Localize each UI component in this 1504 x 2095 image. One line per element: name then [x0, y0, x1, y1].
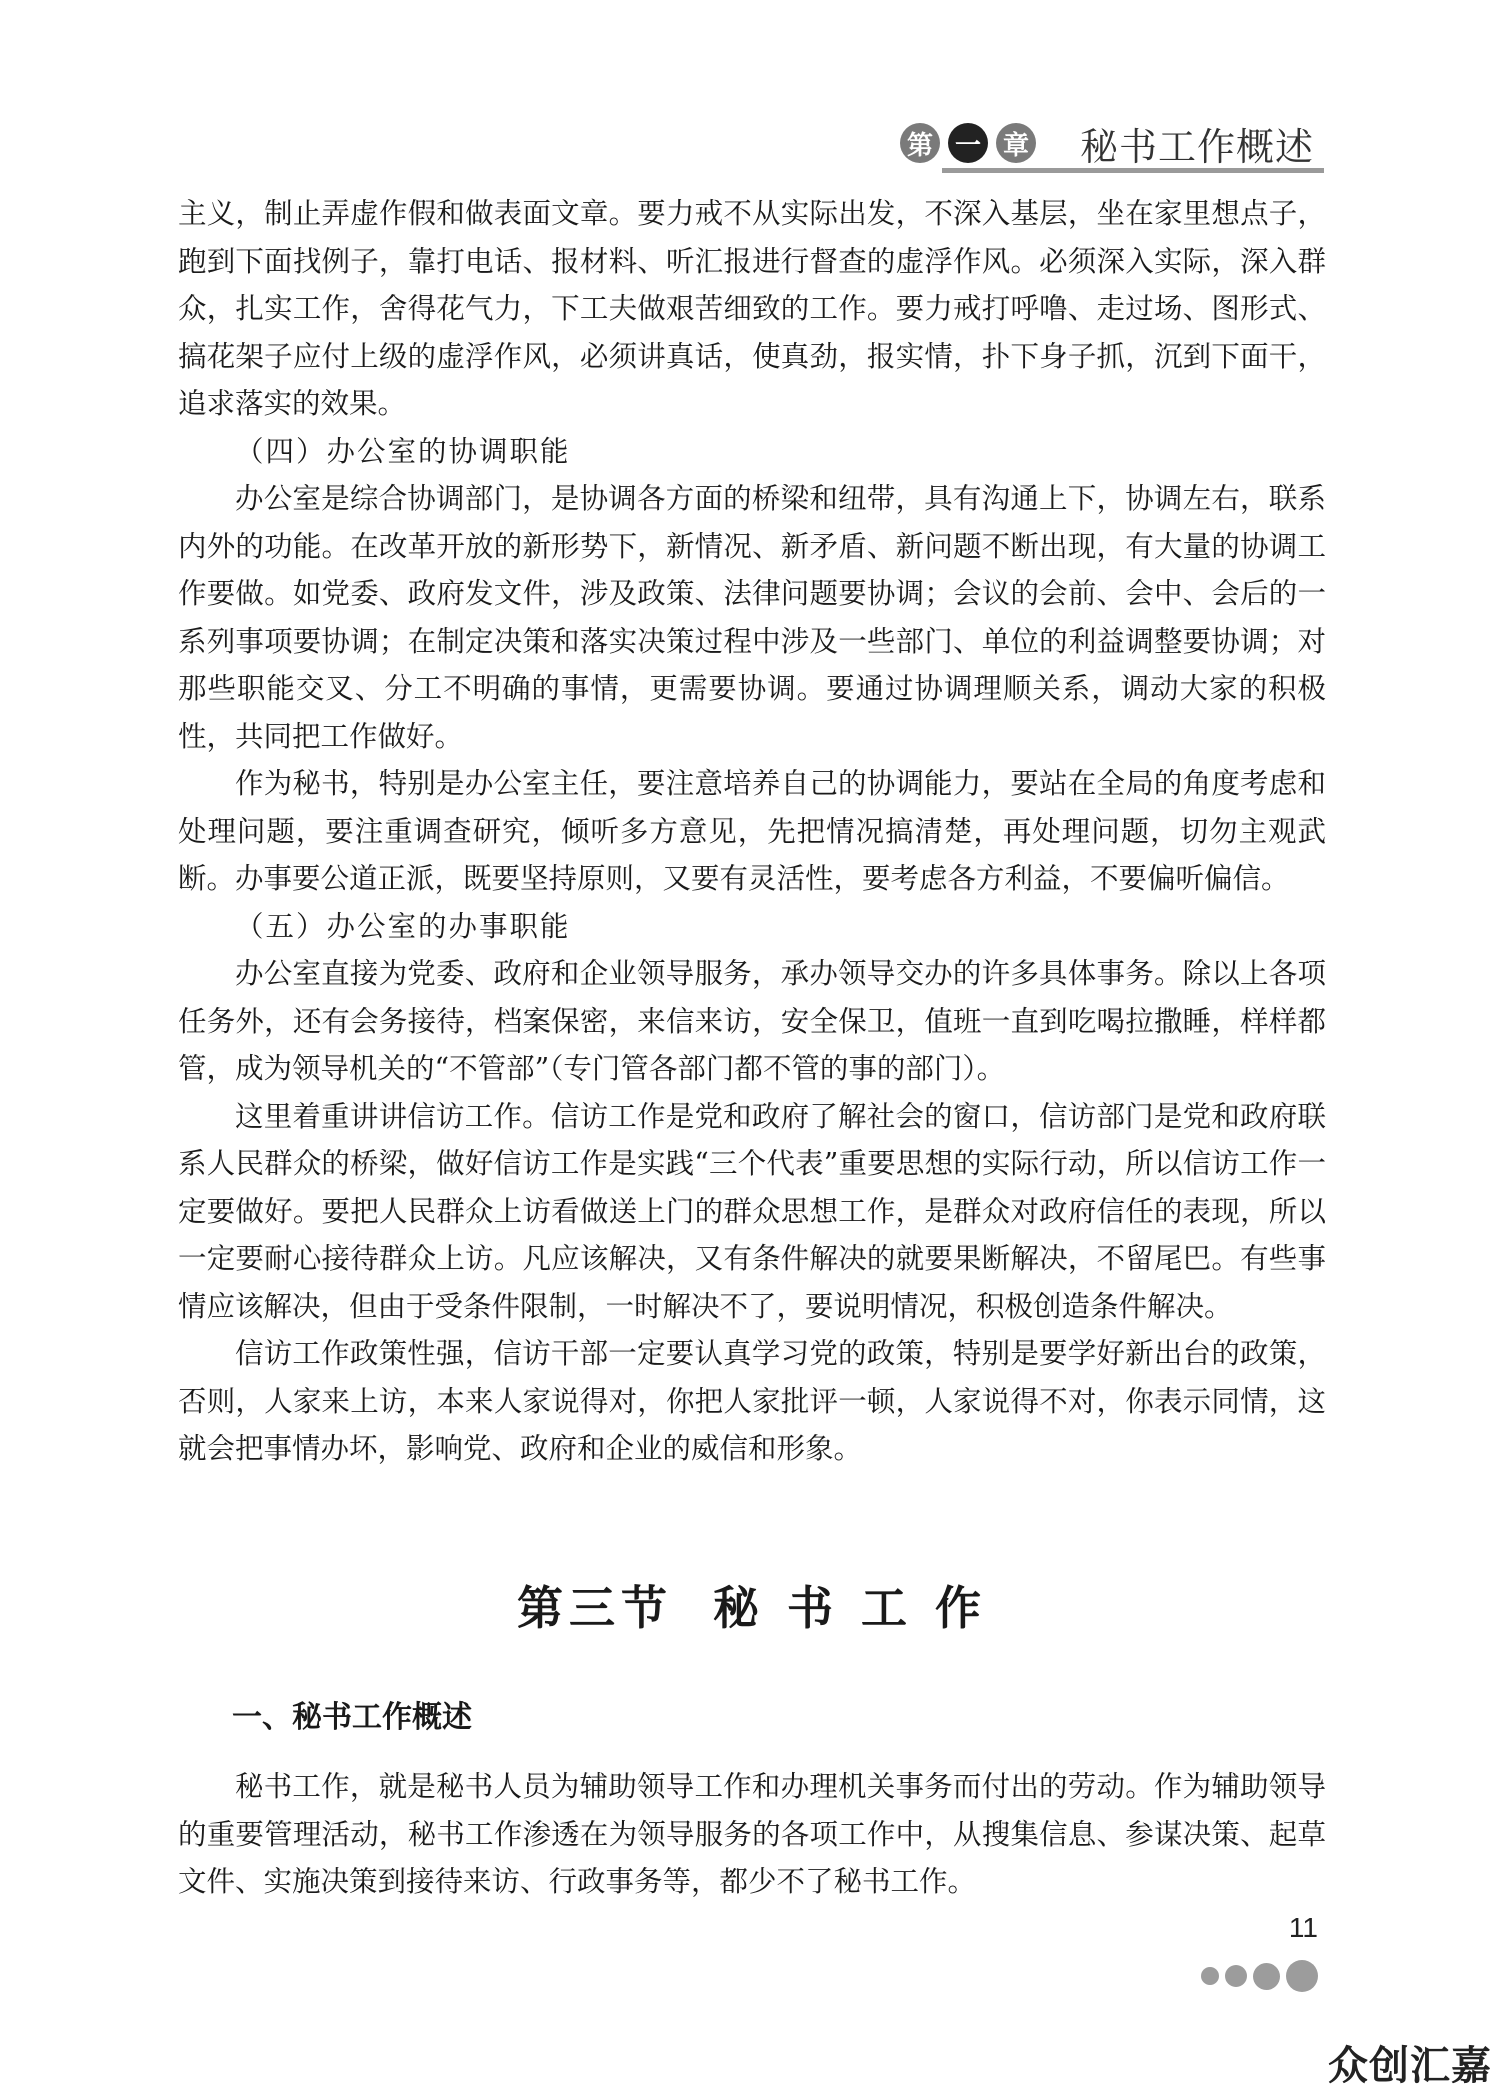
paragraph-secretary-coordination: 作为秘书，特别是办公室主任，要注意培养自己的协调能力，要站在全局的角度考虑和处理问题，要注重调查研究，倾听多方意见，先把情况搞清楚，再处理问题，切勿主观武断。办事要公道正派，既要坚持原则，又要有灵活性，要考虑各方利益，不要偏听偏信。 [178, 767, 1326, 895]
paragraph-coordination: 办公室是综合协调部门，是协调各方面的桥梁和纽带，具有沟通上下，协调左右，联系内外的功能。在改革开放的新形势下，新情况、新矛盾、新问题不断出现，有大量的协调工作要做。如党委、政府发文件，涉及政策、法律问题要协调；会议的会前、会中、会后的一系列事项要协调；在制定决策和落实决策过程中涉及一些部门、单位的利益调整要协调；对那些职能交叉、分工不明确的事情，更需要协调。要通过协调理顺关系，调动大家的积极性，共同把工作做好。 [178, 482, 1326, 753]
header-rule [942, 168, 1324, 173]
dot-icon [1286, 1960, 1318, 1992]
chapter-suffix-badge: 章 [996, 123, 1036, 163]
dot-icon [1253, 1963, 1280, 1990]
chapter-prefix-badge: 第 [900, 123, 940, 163]
chapter-header [900, 118, 1314, 168]
dot-icon [1225, 1965, 1247, 1987]
subheading-affairs: （五）办公室的办事职能 [235, 909, 571, 943]
decorative-dots [1201, 1960, 1318, 1992]
paragraph-continued: 主义，制止弄虚作假和做表面文章。要力戒不从实际出发，不深入基层，坐在家里想点子，跑到下面找例子，靠打电话、报材料、听汇报进行督查的虚浮作风。必须深入实际，深入群众，扎实工作，舍得花气力，下工夫做艰苦细致的工作。要力戒打呼噜、走过场、图形式、搞花架子应付上级的虚浮作风，必须讲真话，使真劲，报实情，扑下身子抓，沉到下面干，追求落实的效果。 [178, 197, 1326, 420]
paragraph-petition-policy: 信访工作政策性强，信访干部一定要认真学习党的政策，特别是要学好新出台的政策，否则，人家来上访，本来人家说得对，你把人家批评一顿，人家说得不对，你表示同情，这就会把事情办坏，影响党、政府和企业的威信和形象。 [178, 1337, 1326, 1465]
page-number: 11 [1288, 1912, 1318, 1943]
paragraph-affairs: 办公室直接为党委、政府和企业领导服务，承办领导交办的许多具体事务。除以上各项任务外，还有会务接待，档案保密，来信来访，安全保卫，值班一直到吃喝拉撒睡，样样都管，成为领导机关的“不管部”（专门管各部门都不管的事的部门）。 [178, 957, 1326, 1085]
section-title [0, 1572, 1504, 1638]
dot-icon [1201, 1967, 1219, 1985]
section-name: 秘 书 工 作 [712, 1581, 988, 1635]
section-number: 第三节 [516, 1581, 673, 1635]
subsection-title: 一、秘书工作概述 [232, 1700, 472, 1735]
main-text [178, 190, 1326, 1473]
chapter-title: 秘书工作概述 [1079, 124, 1314, 169]
watermark-logo: 众创汇嘉 [1328, 2043, 1492, 2089]
section-text [178, 1763, 1326, 1906]
paragraph-secretary-work: 秘书工作，就是秘书人员为辅助领导工作和办理机关事务而付出的劳动。作为辅助领导的重要管理活动，秘书工作渗透在为领导服务的各项工作中，从搜集信息、参谋决策、起草文件、实施决策到接待来访、行政事务等，都少不了秘书工作。 [178, 1770, 1326, 1898]
paragraph-petitions: 这里着重讲讲信访工作。信访工作是党和政府了解社会的窗口，信访部门是党和政府联系人民群众的桥梁，做好信访工作是实践“三个代表”重要思想的实际行动，所以信访工作一定要做好。要把人民群众上访看做送上门的群众思想工作，是群众对政府信任的表现，所以一定要耐心接待群众上访。凡应该解决，又有条件解决的就要果断解决，不留尾巴。有些事情应该解决，但由于受条件限制，一时解决不了，要说明情况，积极创造条件解决。 [178, 1099, 1326, 1323]
chapter-number-badge: 一 [948, 123, 988, 163]
subheading-coordination: （四）办公室的协调职能 [235, 434, 571, 468]
